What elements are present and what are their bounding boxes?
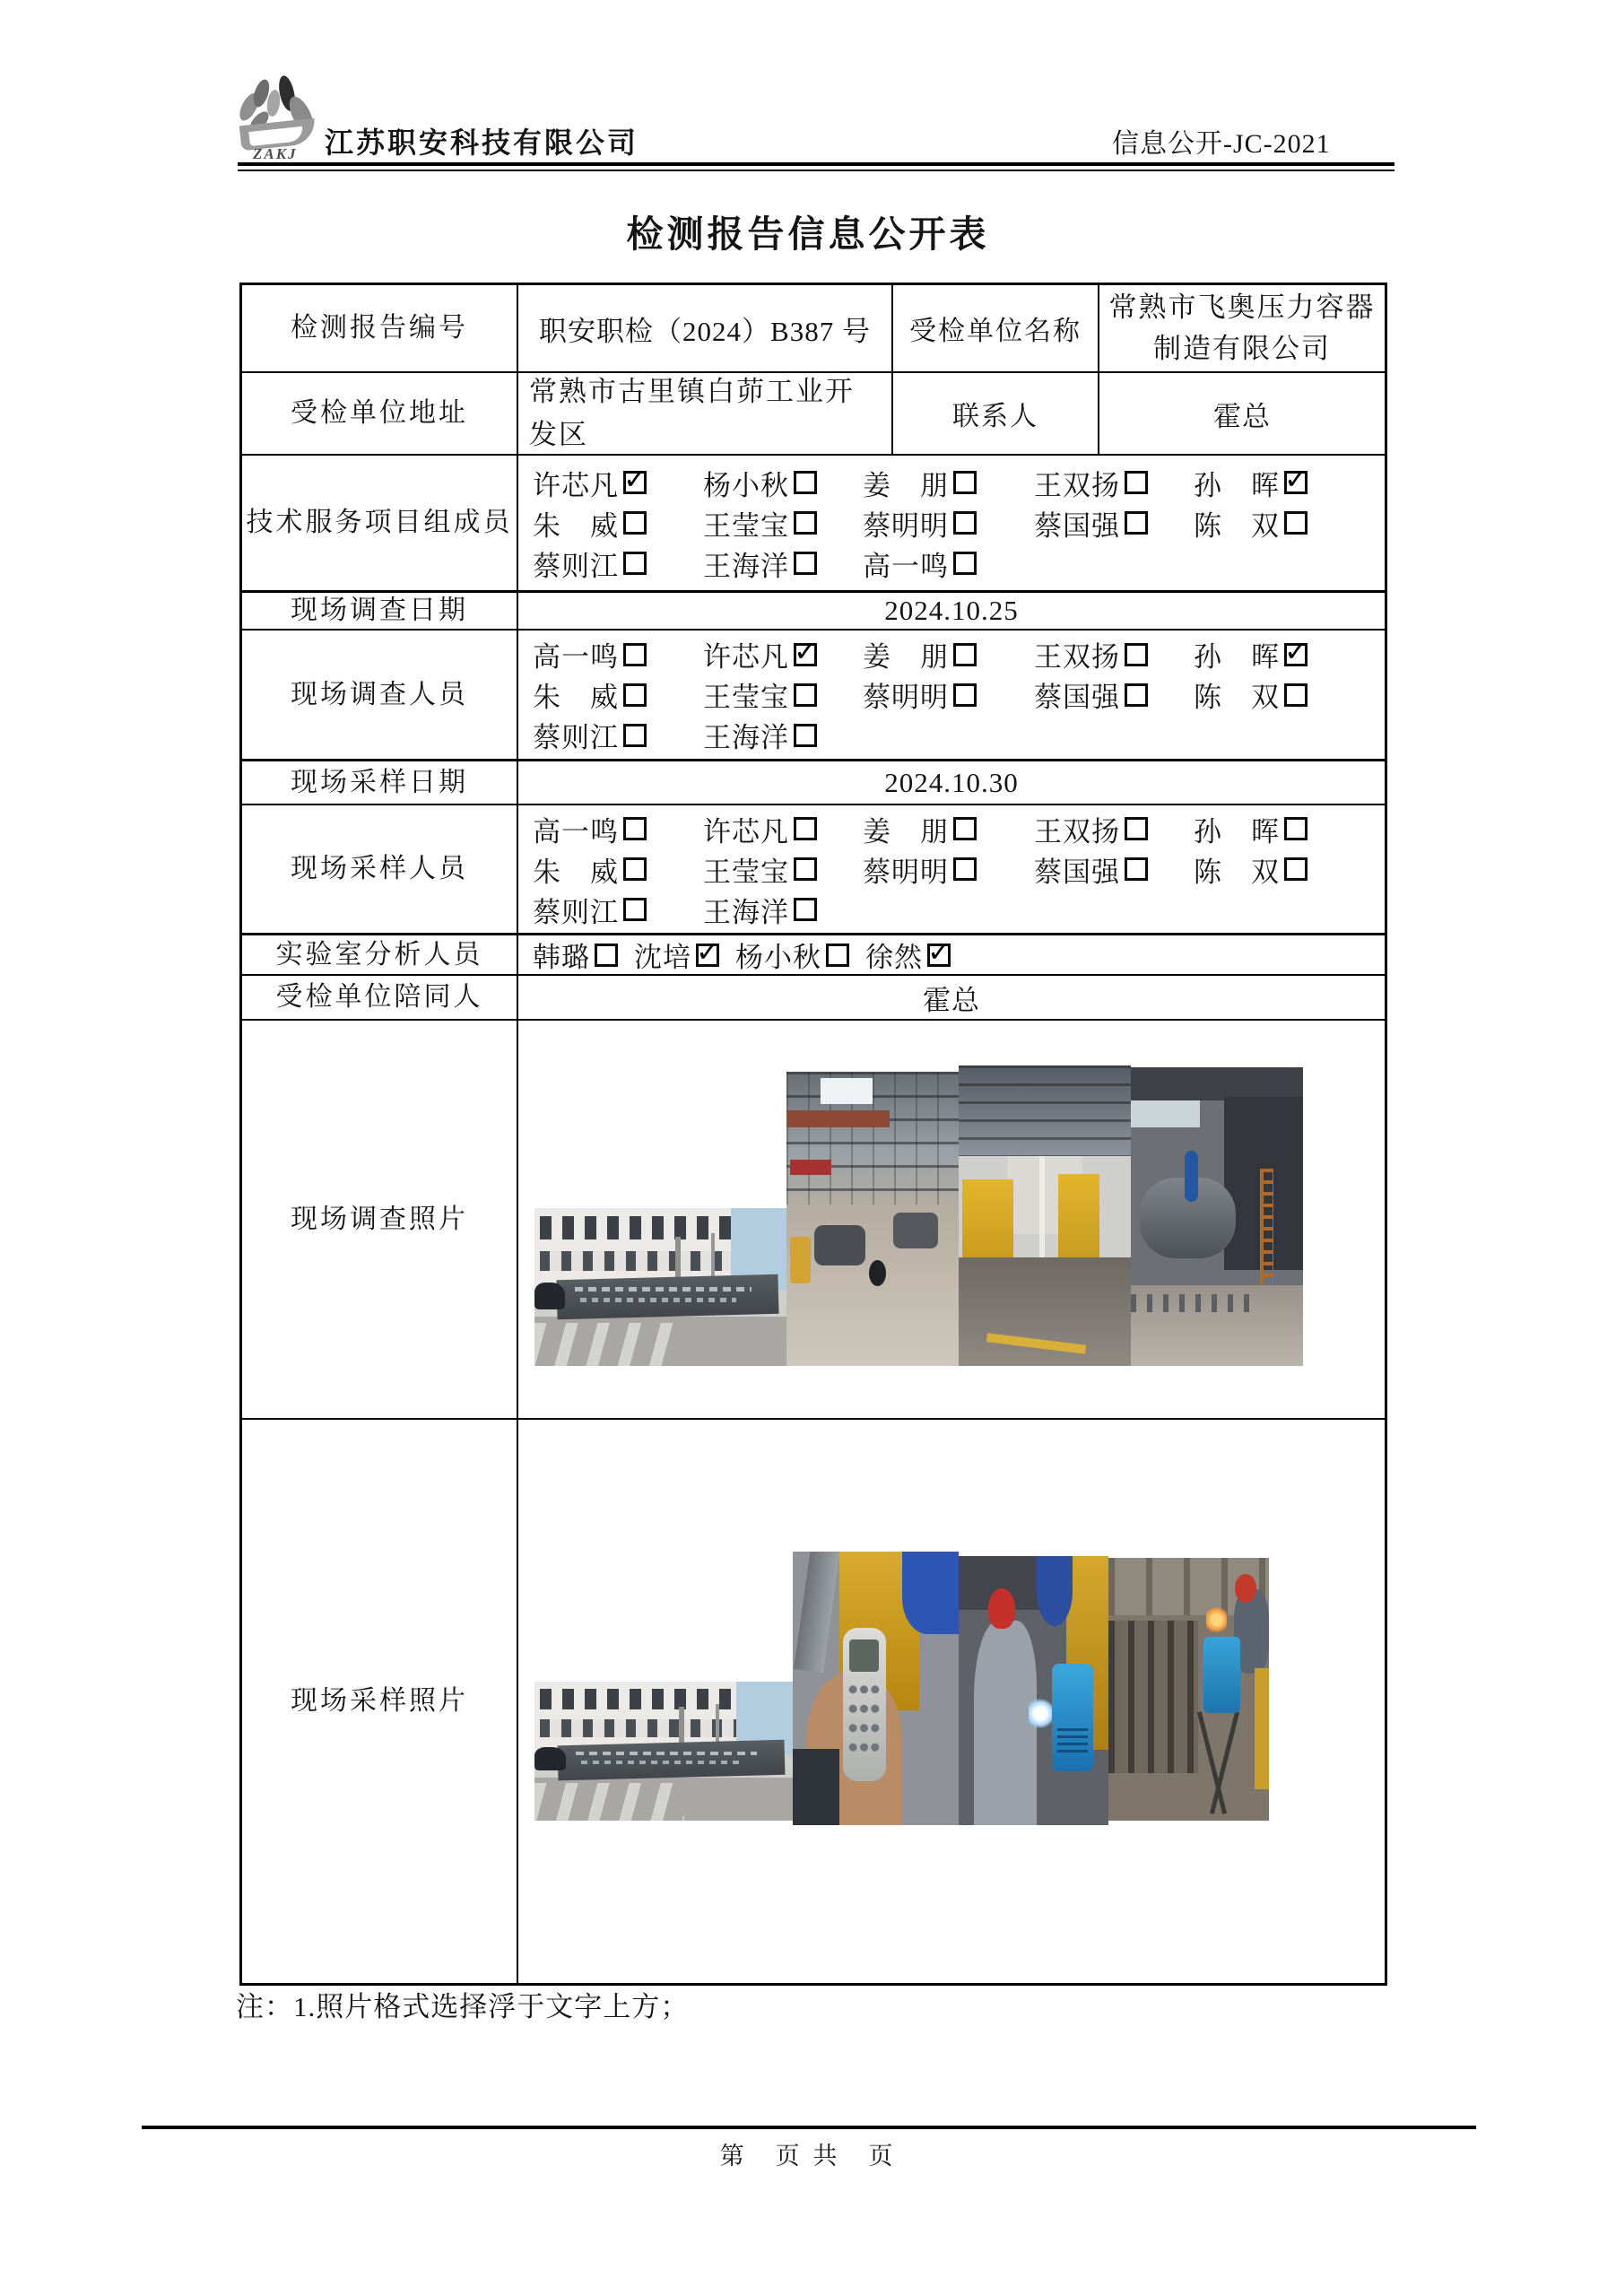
checkbox	[927, 944, 951, 967]
gate-crosswalk-shape	[534, 1323, 681, 1366]
report-no-label: 检测报告编号	[242, 285, 518, 371]
survey-photos-label: 现场调查照片	[242, 1021, 518, 1418]
photo-workshop-interior-crane	[786, 1072, 959, 1366]
checkbox	[623, 471, 647, 494]
checkbox	[623, 857, 647, 881]
photo-welding-worker-sampler-box	[959, 1556, 1108, 1825]
checkbox	[1125, 643, 1148, 666]
person-checkbox-item	[863, 809, 1034, 849]
lab-staff-checklist	[518, 935, 1385, 974]
escort-value: 霍总	[923, 984, 980, 1016]
person-checkbox-item	[735, 935, 849, 975]
person-name: 沈培	[634, 942, 691, 973]
checkbox	[826, 944, 849, 967]
checkbox	[1284, 683, 1308, 707]
survey-staff-checklist	[518, 631, 1385, 759]
table-row-survey-staff	[242, 629, 1385, 759]
unit-name-value: 常熟市飞奥压力容器制造有限公司	[1108, 291, 1376, 364]
person-checkbox-item	[1194, 849, 1308, 890]
contact-label: 联系人	[893, 373, 1099, 454]
person-name: 蔡明明	[863, 856, 949, 888]
person-checkbox-item	[1194, 503, 1308, 544]
sampling-staff-label: 现场采样人员	[242, 805, 518, 933]
header-rule-thick	[238, 162, 1394, 166]
checkbox	[953, 817, 977, 840]
sampler-vent-shape	[1057, 1728, 1087, 1755]
sampling-date-label: 现场采样日期	[242, 761, 518, 804]
person-name: 许芯凡	[533, 469, 619, 501]
company-name: 江苏职安科技有限公司	[325, 126, 639, 159]
person-name: 王海洋	[703, 896, 789, 928]
photo-factory-gate-sign	[534, 1682, 793, 1821]
checkbox	[953, 643, 977, 666]
sleeve-shape	[793, 1749, 839, 1825]
red-hardhat-shape	[988, 1588, 1015, 1629]
person-name: 王海洋	[703, 722, 789, 753]
gate-car-shape	[534, 1283, 565, 1309]
unit-name-label: 受检单位名称	[893, 285, 1099, 371]
checkbox	[1284, 471, 1308, 494]
checkbox	[794, 857, 817, 881]
checkbox	[953, 857, 977, 881]
table-row-sampling-date	[242, 759, 1385, 804]
sampling-staff-line-1	[533, 809, 1385, 849]
person-checkbox-item	[533, 715, 703, 755]
checkbox	[623, 552, 647, 575]
survey-staff-line-2	[533, 674, 1385, 715]
person-checkbox-item	[703, 634, 863, 674]
header-rule-thin	[238, 170, 1394, 171]
person-name: 蔡明明	[863, 682, 949, 713]
person-checkbox-item	[863, 503, 1034, 544]
disclosure-table	[239, 283, 1387, 1986]
workshop-truss-shape	[959, 1065, 1131, 1156]
person-name: 蔡国强	[1034, 682, 1120, 713]
checkbox	[953, 471, 977, 494]
sampling-staff-line-3	[533, 890, 1385, 930]
person-name: 许芯凡	[703, 641, 789, 673]
gate-window-band-shape	[540, 1689, 736, 1709]
checkbox	[794, 552, 817, 575]
equipment-shape	[893, 1213, 938, 1248]
gate-window-band-shape	[540, 1251, 732, 1272]
person-name: 朱 威	[533, 509, 619, 542]
footer-rule	[142, 2126, 1476, 2129]
person-name: 徐然	[865, 942, 923, 973]
person-checkbox-item	[1034, 849, 1194, 890]
person-name: 杨小秋	[735, 942, 821, 973]
worker-shape	[974, 1621, 1037, 1825]
checkbox	[794, 511, 817, 535]
sampling-photos-label: 现场采样照片	[242, 1420, 518, 1983]
person-checkbox-item	[863, 634, 1034, 674]
person-checkbox-item	[634, 935, 719, 975]
table-row-unit-addr	[242, 371, 1385, 454]
photo-handheld-gas-detector	[793, 1552, 959, 1825]
checkbox	[696, 944, 719, 967]
weld-arc-shape	[1029, 1696, 1051, 1731]
person-checkbox-item	[1034, 463, 1194, 503]
person-checkbox-item	[865, 935, 951, 975]
overhead-crane-shape	[786, 1110, 890, 1128]
gate-sign-text-shape	[581, 1761, 742, 1764]
blue-sampler-box-shape	[1052, 1664, 1094, 1771]
checkbox	[1284, 511, 1308, 535]
yellow-machine-shape	[1058, 1174, 1099, 1258]
person-checkbox-item	[703, 544, 863, 584]
workshop-truss-shape	[786, 1072, 959, 1205]
checkbox	[1125, 471, 1148, 494]
survey-date-label: 现场调查日期	[242, 593, 518, 629]
person-checkbox-item	[533, 634, 703, 674]
checkbox	[1125, 857, 1148, 881]
gate-sign-text-shape	[580, 1298, 736, 1301]
metal-cylinders-shape	[1108, 1621, 1198, 1773]
table-row-survey-date	[242, 590, 1385, 629]
person-checkbox-item	[703, 849, 863, 890]
photo-cylinders-tripod-sampler	[1108, 1558, 1269, 1821]
photo-boiler-equipment-ladder	[1131, 1067, 1303, 1366]
photo-factory-gate-sign	[534, 1208, 786, 1366]
checkbox	[1125, 511, 1148, 535]
person-checkbox-item	[533, 935, 618, 975]
yellow-machine-shape	[1255, 1668, 1269, 1789]
red-banner-shape	[790, 1160, 831, 1174]
person-checkbox-item	[863, 463, 1034, 503]
person-name: 蔡国强	[1034, 856, 1120, 888]
page-title: 检测报告信息公开表	[626, 213, 990, 255]
checkbox	[953, 511, 977, 535]
report-no-value: 职安职检（2024）B387 号	[539, 315, 871, 347]
person-checkbox-item	[863, 544, 1034, 584]
table-row-survey-photos	[242, 1019, 1385, 1418]
person-name: 王双扬	[1034, 469, 1120, 501]
gate-sign-text-shape	[575, 1287, 752, 1292]
survey-photos-area	[518, 1021, 1385, 1418]
person-name: 高一鸣	[533, 641, 619, 673]
worker-blue-shape	[1185, 1151, 1198, 1202]
person-name: 韩璐	[533, 942, 590, 973]
workshop-floor-shape	[959, 1257, 1131, 1366]
person-checkbox-item	[1194, 463, 1308, 503]
person-name: 王莹宝	[703, 682, 789, 713]
person-name: 朱 威	[533, 682, 619, 713]
checkbox	[953, 552, 977, 575]
checkbox	[595, 944, 618, 967]
person-name: 陈 双	[1194, 509, 1280, 542]
checkbox	[623, 898, 647, 921]
pipes-shape	[1131, 1294, 1255, 1312]
escort-label: 受检单位陪同人	[242, 976, 518, 1019]
detector-keypad-shape	[847, 1680, 881, 1756]
table-row-lab-staff	[242, 933, 1385, 974]
blue-sampler-box-shape	[1203, 1637, 1240, 1713]
person-name: 蔡国强	[1034, 509, 1120, 542]
unit-addr-label: 受检单位地址	[242, 373, 518, 454]
checkbox	[623, 817, 647, 840]
survey-staff-label: 现场调查人员	[242, 631, 518, 759]
table-row-sampling-photos	[242, 1418, 1385, 1983]
person-checkbox-item	[703, 809, 863, 849]
person-checkbox-item	[1034, 634, 1194, 674]
person-checkbox-item	[533, 544, 703, 584]
sampling-staff-line-2	[533, 849, 1385, 890]
person-checkbox-item	[533, 503, 703, 544]
person-name: 姜 朋	[863, 469, 949, 501]
table-row-report-no	[242, 285, 1385, 371]
person-checkbox-item	[703, 715, 863, 755]
lab-staff-label: 实验室分析人员	[242, 935, 518, 974]
company-logo	[240, 75, 325, 165]
person-name: 许芯凡	[703, 815, 789, 848]
person-name: 王双扬	[1034, 815, 1120, 848]
person-checkbox-item	[1194, 634, 1308, 674]
checkbox	[794, 643, 817, 666]
person-name: 蔡则江	[533, 896, 619, 928]
person-checkbox-item	[703, 674, 863, 715]
footnote: 注：1.照片格式选择浮于文字上方；	[236, 1991, 690, 2022]
unit-addr-value: 常熟市古里镇白茆工业开发区	[529, 376, 855, 450]
column-shape	[1039, 1156, 1045, 1258]
person-checkbox-item	[1034, 809, 1194, 849]
sampling-date-value: 2024.10.30	[884, 766, 1019, 798]
workshop-skylight-shape	[821, 1078, 873, 1105]
checkbox	[1284, 643, 1308, 666]
person-checkbox-item	[1194, 809, 1308, 849]
checkbox	[623, 724, 647, 747]
gate-car-shape	[534, 1747, 566, 1770]
photo-workshop-yellow-machines	[959, 1065, 1131, 1366]
weld-sparks-shape	[1206, 1605, 1227, 1634]
person-name: 王双扬	[1034, 641, 1120, 673]
members-label: 技术服务项目组成员	[242, 456, 518, 590]
yellow-machine-shape	[790, 1237, 811, 1283]
members-line-3	[533, 544, 1385, 584]
person-checkbox-item	[703, 463, 863, 503]
person-name: 杨小秋	[703, 469, 789, 501]
person-name: 陈 双	[1194, 856, 1280, 888]
checkbox	[794, 898, 817, 921]
checkbox	[794, 471, 817, 494]
person-name: 王海洋	[703, 550, 789, 582]
table-row-sampling-staff	[242, 804, 1385, 933]
blue-cloth-shape	[1037, 1556, 1073, 1626]
sampling-staff-checklist	[518, 805, 1385, 933]
person-name: 姜 朋	[863, 641, 949, 673]
gate-window-band-shape	[540, 1216, 732, 1239]
checkbox	[1125, 683, 1148, 707]
checkbox	[1284, 817, 1308, 840]
person-checkbox-item	[863, 674, 1034, 715]
person-checkbox-item	[703, 503, 863, 544]
person-checkbox-item	[533, 463, 703, 503]
blue-cloth-shape	[902, 1552, 959, 1634]
equipment-shape	[814, 1225, 866, 1266]
person-checkbox-item	[1034, 674, 1194, 715]
detector-screen-shape	[849, 1639, 879, 1673]
person-checkbox-item	[533, 849, 703, 890]
logo-acronym: ZAKJ	[253, 145, 298, 162]
person-name: 孙 晖	[1194, 815, 1280, 848]
checkbox	[794, 724, 817, 747]
survey-staff-line-3	[533, 715, 1385, 755]
person-name: 高一鸣	[533, 815, 619, 848]
gate-sign-text-shape	[576, 1752, 757, 1756]
checkbox	[1125, 817, 1148, 840]
survey-date-value: 2024.10.25	[884, 595, 1019, 626]
checkbox	[623, 683, 647, 707]
sampling-photos-area	[518, 1420, 1385, 1983]
person-checkbox-item	[533, 809, 703, 849]
person-name: 王莹宝	[703, 856, 789, 888]
checkbox	[953, 683, 977, 707]
person-checkbox-item	[1194, 674, 1308, 715]
person-name: 孙 晖	[1194, 641, 1280, 673]
person-checkbox-item	[1034, 503, 1194, 544]
table-row-escort	[242, 974, 1385, 1019]
checkbox	[623, 511, 647, 535]
roof-beam-shape	[1131, 1067, 1303, 1100]
checkbox	[623, 643, 647, 666]
person-name: 姜 朋	[863, 815, 949, 848]
document-code: 信息公开-JC-2021	[1112, 129, 1331, 159]
page-number-text: 第 页 共 页	[719, 2143, 897, 2170]
person-name: 陈 双	[1194, 682, 1280, 713]
members-line-2	[533, 503, 1385, 544]
checkbox	[794, 683, 817, 707]
person-checkbox-item	[863, 849, 1034, 890]
gate-crosswalk-shape	[534, 1783, 684, 1821]
contact-value: 霍总	[1213, 400, 1271, 432]
survey-staff-line-1	[533, 634, 1385, 674]
person-checkbox-item	[703, 890, 863, 930]
table-row-members	[242, 454, 1385, 590]
person-name: 蔡明明	[863, 509, 949, 542]
person-name: 高一鸣	[863, 550, 949, 582]
person-name: 蔡则江	[533, 722, 619, 753]
members-checklist	[518, 456, 1385, 590]
checkbox	[794, 817, 817, 840]
person-checkbox-item	[533, 674, 703, 715]
checkbox	[1284, 857, 1308, 881]
red-cap-shape	[1235, 1574, 1255, 1603]
person-name: 蔡则江	[533, 550, 619, 582]
person-checkbox-item	[533, 890, 703, 930]
person-name: 孙 晖	[1194, 469, 1280, 501]
members-line-1	[533, 463, 1385, 503]
gate-window-band-shape	[540, 1719, 736, 1737]
person-name: 王莹宝	[703, 509, 789, 542]
person-name: 朱 威	[533, 856, 619, 888]
